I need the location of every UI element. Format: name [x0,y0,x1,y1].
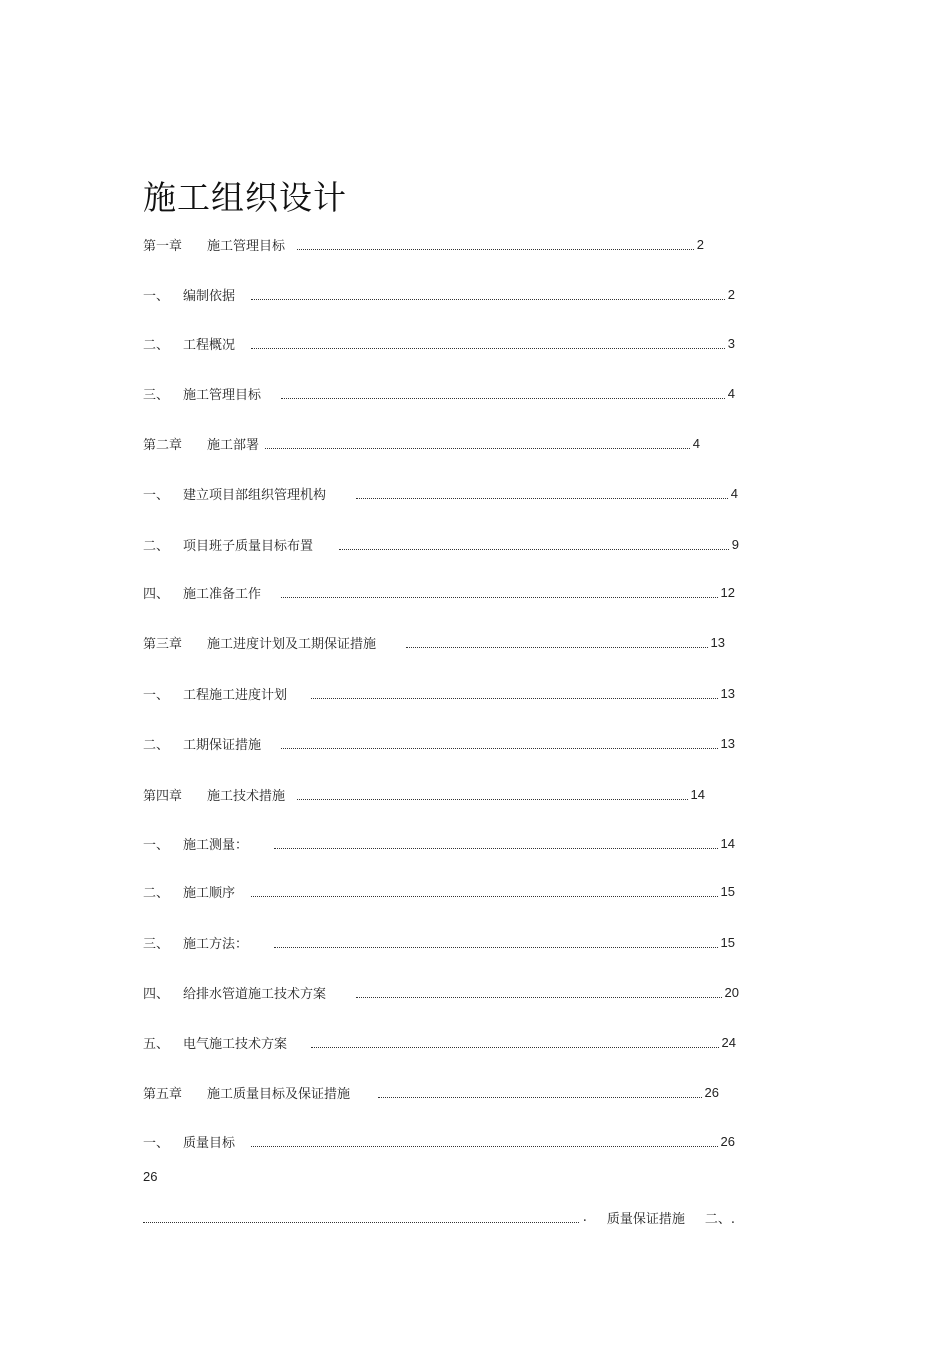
leader-dots [297,249,694,250]
toc-row[interactable] [143,433,700,453]
leader-dots [265,448,690,449]
toc-page-number: 4 [692,435,700,451]
toc-number: 四、 [143,986,170,1002]
toc-number: 一、 [143,288,170,304]
toc-label: 施工部署 [207,437,260,453]
leader-dots [311,698,718,699]
toc-page-number: 24 [721,1034,736,1050]
toc-label: 施工方法： [183,936,249,952]
toc-label: 项目班子质量目标布置 [183,538,314,554]
toc-page-number: 15 [720,934,735,950]
toc-page-number: 13 [720,685,735,701]
toc-number: 一、 [143,487,170,503]
leader-dots [406,647,708,648]
toc-row[interactable] [143,383,735,403]
toc-row[interactable] [143,582,735,602]
toc-row[interactable] [143,833,735,853]
toc-row[interactable] [143,1082,719,1102]
toc-page-number: 20 [724,984,739,1000]
toc-number: 第五章 [143,1086,183,1102]
toc-row[interactable] [143,284,735,304]
toc-number: 二、 [143,538,170,554]
leader-dots [339,549,729,550]
leader-dots [143,1222,579,1223]
toc-row[interactable] [143,632,725,652]
toc-label: 编制依据 [183,288,236,304]
toc-page-number: 26 [720,1133,735,1149]
leader-dots [251,348,725,349]
toc-label: 施工顺序 [183,885,236,901]
toc-row[interactable] [143,881,735,901]
orphan-page-number: 26 [143,1169,158,1184]
toc-number: 四、 [143,586,170,602]
leader-dots [251,1146,718,1147]
toc-label: 给排水管道施工技术方案 [183,986,327,1002]
toc-number: 三、 [143,936,170,952]
toc-label: 工程施工进度计划 [183,687,288,703]
toc-page-number: 4 [730,485,738,501]
toc-row[interactable] [143,483,738,503]
toc-number: 第四章 [143,788,183,804]
toc-label: 施工管理目标 [207,238,286,254]
toc-page-number: 26 [704,1084,719,1100]
toc-row[interactable] [143,784,705,804]
toc-number: 二、 [143,337,170,353]
leader-dots [281,748,718,749]
toc-label: 建立项目部组织管理机构 [183,487,327,503]
leader-dots [378,1097,702,1098]
leader-dots [356,997,722,998]
leader-dots [281,398,725,399]
toc-label: 施工进度计划及工期保证措施 [207,636,377,652]
leader-end: . [582,1209,587,1225]
leader-dots [274,947,718,948]
toc-number: 一、 [143,837,170,853]
toc-page-number: 13 [720,735,735,751]
toc-page-number: 12 [720,584,735,600]
toc-row[interactable] [143,683,735,703]
leader-dots [356,498,728,499]
toc-label: 电气施工技术方案 [183,1036,288,1052]
toc-row[interactable] [143,1032,736,1052]
toc-label: 工期保证措施 [183,737,262,753]
leader-dots [251,299,725,300]
toc-row[interactable] [143,534,739,554]
toc-page-number: 2 [696,236,704,252]
toc-number: 二、. [704,1211,735,1227]
toc-row[interactable] [143,733,735,753]
leader-dots [297,799,688,800]
toc-label: 质量保证措施 [606,1211,685,1227]
leader-dots [274,848,718,849]
toc-page-number: 4 [727,385,735,401]
toc-number: 三、 [143,387,170,403]
toc-page-number: 14 [720,835,735,851]
toc-label: 施工质量目标及保证措施 [207,1086,351,1102]
toc-page-number: 3 [727,335,735,351]
toc-label: 质量目标 [183,1135,236,1151]
toc-number: 一、 [143,687,170,703]
toc-number: 五、 [143,1036,170,1052]
toc-number: 二、 [143,737,170,753]
toc-page-number: 14 [690,786,705,802]
toc-page-number: 15 [720,883,735,899]
toc-page-number: 9 [731,536,739,552]
toc-label: 施工管理目标 [183,387,262,403]
leader-dots [311,1047,719,1048]
toc-row[interactable] [143,1131,735,1151]
toc-label: 施工技术措施 [207,788,286,804]
leader-dots [251,896,718,897]
toc-label: 施工准备工作 [183,586,262,602]
toc-row[interactable] [143,234,704,254]
toc-label: 工程概况 [183,337,236,353]
toc-page-number: 13 [710,634,725,650]
toc-row-garbled[interactable] [143,1207,735,1227]
toc-number: 一、 [143,1135,170,1151]
toc-number: 二、 [143,885,170,901]
toc-row[interactable] [143,932,735,952]
toc-number: 第三章 [143,636,183,652]
toc-number: 第二章 [143,437,183,453]
toc-row[interactable] [143,982,739,1002]
toc-page-number: 2 [727,286,735,302]
page-title: 施工组织设计 [143,178,347,217]
toc-label: 施工测量： [183,837,249,853]
toc-number: 第一章 [143,238,183,254]
leader-dots [281,597,718,598]
toc-row[interactable] [143,333,735,353]
